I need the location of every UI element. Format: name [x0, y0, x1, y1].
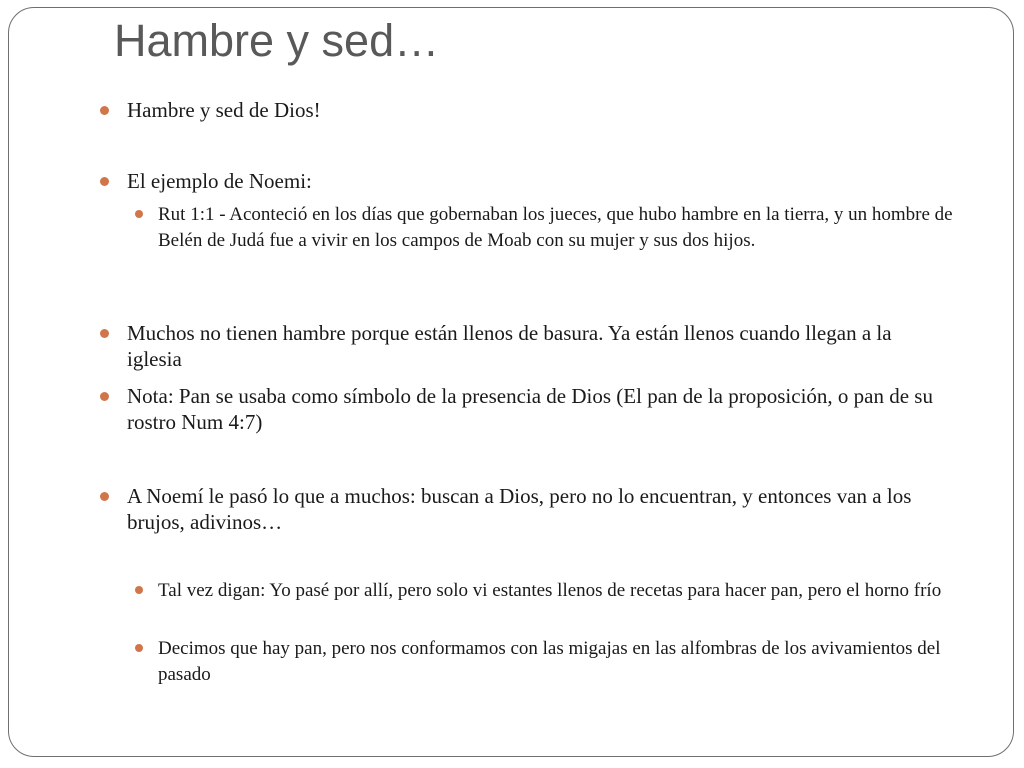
- bullet-dot-icon: [100, 329, 109, 338]
- bullet-text: Hambre y sed de Dios!: [127, 98, 321, 122]
- bullet-text: A Noemí le pasó lo que a muchos: buscan a Dios, pero no lo encuentran, y entonces van a los brujos, adivinos…: [127, 484, 912, 534]
- bullet-text: El ejemplo de Noemi:: [127, 169, 312, 193]
- sub-bullet-decimos-que-hay-pan: [158, 636, 958, 687]
- bullet-dot-icon: [100, 106, 109, 115]
- bullet-dot-icon: [100, 492, 109, 501]
- bullet-ejemplo-noemi: [127, 168, 947, 194]
- sub-bullet-rut: [158, 202, 958, 253]
- slide-title: Hambre y sed…: [114, 15, 440, 66]
- bullet-dot-icon: [135, 586, 143, 594]
- bullet-noemi-le-paso: [127, 483, 947, 535]
- bullet-dot-icon: [100, 392, 109, 401]
- bullet-dot-icon: [135, 210, 143, 218]
- bullet-hambre-y-sed: [127, 97, 947, 123]
- bullet-text: Rut 1:1 - Aconteció en los días que gobernaban los jueces, que hubo hambre en la tierra, y un hombre de Belén de Judá fue a vivir en los campos de Moab con su mujer y sus dos hijos.: [158, 204, 953, 251]
- sub-bullet-tal-vez-digan: [158, 578, 958, 604]
- bullet-muchos-no-tienen-hambre: [127, 320, 947, 372]
- bullet-text: Muchos no tienen hambre porque están llenos de basura. Ya están llenos cuando llegan a la iglesia: [127, 321, 892, 371]
- bullet-nota-pan: [127, 383, 947, 435]
- bullet-text: Decimos que hay pan, pero nos conformamos con las migajas en las alfombras de los avivamientos del pasado: [158, 638, 941, 685]
- bullet-text: Tal vez digan: Yo pasé por allí, pero solo vi estantes llenos de recetas para hacer pan, pero el horno frío: [158, 580, 942, 601]
- bullet-dot-icon: [135, 644, 143, 652]
- bullet-dot-icon: [100, 177, 109, 186]
- bullet-text: Nota: Pan se usaba como símbolo de la presencia de Dios (El pan de la proposición, o pan de su rostro Num 4:7): [127, 384, 933, 434]
